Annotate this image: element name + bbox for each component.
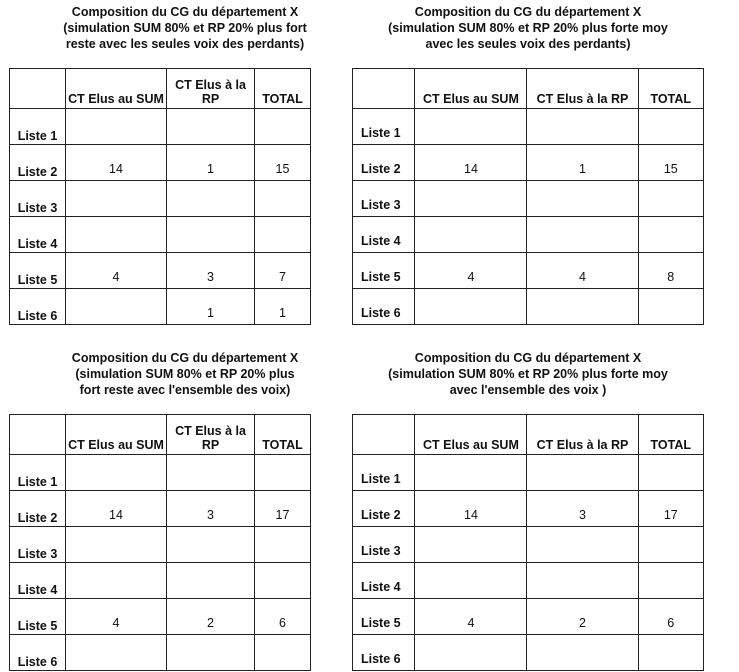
- block-title: [352, 4, 704, 60]
- row-label: Liste 5: [353, 599, 415, 635]
- row-label: Liste 6: [10, 289, 66, 325]
- header-row: [10, 415, 311, 455]
- cell-total: [638, 217, 703, 253]
- cell-sum: 14: [415, 491, 527, 527]
- title-line: (simulation SUM 80% et RP 20% plus forte moy: [388, 367, 668, 381]
- row-label: Liste 6: [353, 635, 415, 671]
- row-label: Liste 5: [353, 253, 415, 289]
- block-title: [9, 4, 361, 60]
- cell-sum: [66, 217, 167, 253]
- title-line: Composition du CG du département X: [414, 5, 642, 19]
- header-row: [353, 415, 704, 455]
- cell-sum: 14: [66, 491, 167, 527]
- cell-total: [255, 109, 311, 145]
- cell-sum: [415, 635, 527, 671]
- row-label: Liste 5: [10, 253, 66, 289]
- row-label: Liste 6: [10, 635, 66, 671]
- results-table: [352, 414, 704, 671]
- table-row: [10, 145, 311, 181]
- table-row: [10, 217, 311, 253]
- cell-rp: 1: [167, 289, 255, 325]
- cell-sum: 4: [66, 253, 167, 289]
- cell-sum: 4: [415, 599, 527, 635]
- row-label: Liste 4: [10, 563, 66, 599]
- header-total: TOTAL: [255, 69, 311, 109]
- cell-total: 1: [255, 289, 311, 325]
- table-row: [353, 527, 704, 563]
- cell-total: 6: [638, 599, 703, 635]
- header-row: [353, 69, 704, 109]
- row-label: Liste 1: [353, 455, 415, 491]
- table-row: [353, 635, 704, 671]
- header-total: TOTAL: [255, 415, 311, 455]
- cell-total: [255, 181, 311, 217]
- table-block-bottom-left: [9, 350, 361, 669]
- table-row: [353, 599, 704, 635]
- cell-sum: [415, 181, 527, 217]
- cell-rp: [167, 635, 255, 671]
- cell-sum: 14: [415, 145, 527, 181]
- row-label: Liste 4: [353, 563, 415, 599]
- cell-rp: 1: [167, 145, 255, 181]
- cell-total: 7: [255, 253, 311, 289]
- cell-total: [255, 217, 311, 253]
- table-row: [353, 181, 704, 217]
- cell-total: [255, 527, 311, 563]
- table-row: [10, 455, 311, 491]
- title-line: avec les seules voix des perdants): [425, 37, 631, 51]
- header-sum: CT Elus au SUM: [66, 415, 167, 455]
- header-row: [10, 69, 311, 109]
- table-row: [10, 599, 311, 635]
- table-row: [353, 217, 704, 253]
- row-label: Liste 2: [353, 491, 415, 527]
- row-label: Liste 2: [353, 145, 415, 181]
- cell-rp: [167, 109, 255, 145]
- cell-sum: [66, 109, 167, 145]
- row-label: Liste 2: [10, 491, 66, 527]
- cell-total: [638, 527, 703, 563]
- results-table: [352, 68, 704, 325]
- title-line: Composition du CG du département X: [414, 351, 642, 365]
- cell-rp: [527, 181, 638, 217]
- header-sum: CT Elus au SUM: [415, 69, 527, 109]
- header-rp: CT Elus à la RP: [167, 415, 255, 455]
- table-row: [10, 491, 311, 527]
- row-label: Liste 1: [10, 455, 66, 491]
- header-rp: CT Elus à la RP: [527, 69, 638, 109]
- row-label: Liste 3: [353, 527, 415, 563]
- cell-total: [255, 635, 311, 671]
- header-empty: [10, 415, 66, 455]
- table-row: [353, 491, 704, 527]
- table-row: [10, 253, 311, 289]
- cell-total: 8: [638, 253, 703, 289]
- cell-rp: [167, 563, 255, 599]
- row-label: Liste 3: [10, 181, 66, 217]
- table-row: [10, 289, 311, 325]
- cell-total: 17: [638, 491, 703, 527]
- cell-sum: [66, 563, 167, 599]
- cell-rp: [527, 635, 638, 671]
- cell-total: [638, 635, 703, 671]
- cell-rp: 2: [527, 599, 638, 635]
- table-row: [10, 527, 311, 563]
- table-row: [353, 455, 704, 491]
- header-empty: [353, 415, 415, 455]
- cell-total: 15: [638, 145, 703, 181]
- table-row: [353, 145, 704, 181]
- table-block-bottom-right: [352, 350, 704, 666]
- cell-total: [638, 289, 703, 325]
- table-row: [353, 289, 704, 325]
- cell-rp: 3: [167, 491, 255, 527]
- row-label: Liste 6: [353, 289, 415, 325]
- cell-rp: 2: [167, 599, 255, 635]
- row-label: Liste 1: [10, 109, 66, 145]
- block-title: [9, 350, 361, 406]
- cell-sum: [66, 289, 167, 325]
- row-label: Liste 5: [10, 599, 66, 635]
- cell-rp: [527, 527, 638, 563]
- cell-rp: [527, 289, 638, 325]
- cell-sum: [66, 527, 167, 563]
- cell-rp: [527, 455, 638, 491]
- cell-sum: 4: [415, 253, 527, 289]
- title-line: (simulation SUM 80% et RP 20% plus: [75, 367, 295, 381]
- table-row: [353, 109, 704, 145]
- cell-rp: 1: [527, 145, 638, 181]
- header-total: TOTAL: [638, 415, 703, 455]
- title-line: avec l'ensemble des voix ): [449, 383, 607, 397]
- table-block-top-left: [9, 4, 361, 323]
- table-row: [10, 181, 311, 217]
- cell-rp: [167, 527, 255, 563]
- title-line: (simulation SUM 80% et RP 20% plus forte moy: [388, 21, 668, 35]
- header-total: TOTAL: [638, 69, 703, 109]
- cell-sum: [415, 455, 527, 491]
- cell-total: [638, 181, 703, 217]
- header-rp: CT Elus à la RP: [527, 415, 638, 455]
- row-label: Liste 4: [353, 217, 415, 253]
- table-row: [10, 563, 311, 599]
- row-label: Liste 3: [353, 181, 415, 217]
- header-rp: CT Elus à la RP: [167, 69, 255, 109]
- cell-rp: [167, 455, 255, 491]
- cell-total: [638, 109, 703, 145]
- row-label: Liste 1: [353, 109, 415, 145]
- cell-sum: 4: [66, 599, 167, 635]
- row-label: Liste 2: [10, 145, 66, 181]
- cell-total: [638, 563, 703, 599]
- header-sum: CT Elus au SUM: [415, 415, 527, 455]
- title-line: Composition du CG du département X: [71, 5, 299, 19]
- cell-rp: 4: [527, 253, 638, 289]
- cell-sum: [66, 635, 167, 671]
- cell-total: [255, 563, 311, 599]
- cell-sum: [415, 527, 527, 563]
- title-line: Composition du CG du département X: [71, 351, 299, 365]
- cell-rp: 3: [167, 253, 255, 289]
- cell-sum: 14: [66, 145, 167, 181]
- cell-sum: [415, 563, 527, 599]
- cell-sum: [415, 109, 527, 145]
- cell-sum: [66, 181, 167, 217]
- table-row: [353, 563, 704, 599]
- title-line: reste avec les seules voix des perdants): [65, 37, 305, 51]
- header-empty: [10, 69, 66, 109]
- cell-sum: [66, 455, 167, 491]
- row-label: Liste 4: [10, 217, 66, 253]
- cell-total: 15: [255, 145, 311, 181]
- table-block-top-right: [352, 4, 704, 320]
- cell-sum: [415, 289, 527, 325]
- cell-total: 6: [255, 599, 311, 635]
- block-title: [352, 350, 704, 406]
- row-label: Liste 3: [10, 527, 66, 563]
- cell-rp: [167, 217, 255, 253]
- title-line: (simulation SUM 80% et RP 20% plus fort: [63, 21, 307, 35]
- title-line: fort reste avec l'ensemble des voix): [79, 383, 291, 397]
- header-sum: CT Elus au SUM: [66, 69, 167, 109]
- cell-total: 17: [255, 491, 311, 527]
- cell-sum: [415, 217, 527, 253]
- cell-rp: 3: [527, 491, 638, 527]
- cell-rp: [527, 217, 638, 253]
- cell-rp: [527, 109, 638, 145]
- results-table: [9, 414, 311, 671]
- results-table: [9, 68, 311, 325]
- table-row: [353, 253, 704, 289]
- cell-total: [638, 455, 703, 491]
- table-row: [10, 109, 311, 145]
- cell-rp: [527, 563, 638, 599]
- header-empty: [353, 69, 415, 109]
- cell-rp: [167, 181, 255, 217]
- table-row: [10, 635, 311, 671]
- cell-total: [255, 455, 311, 491]
